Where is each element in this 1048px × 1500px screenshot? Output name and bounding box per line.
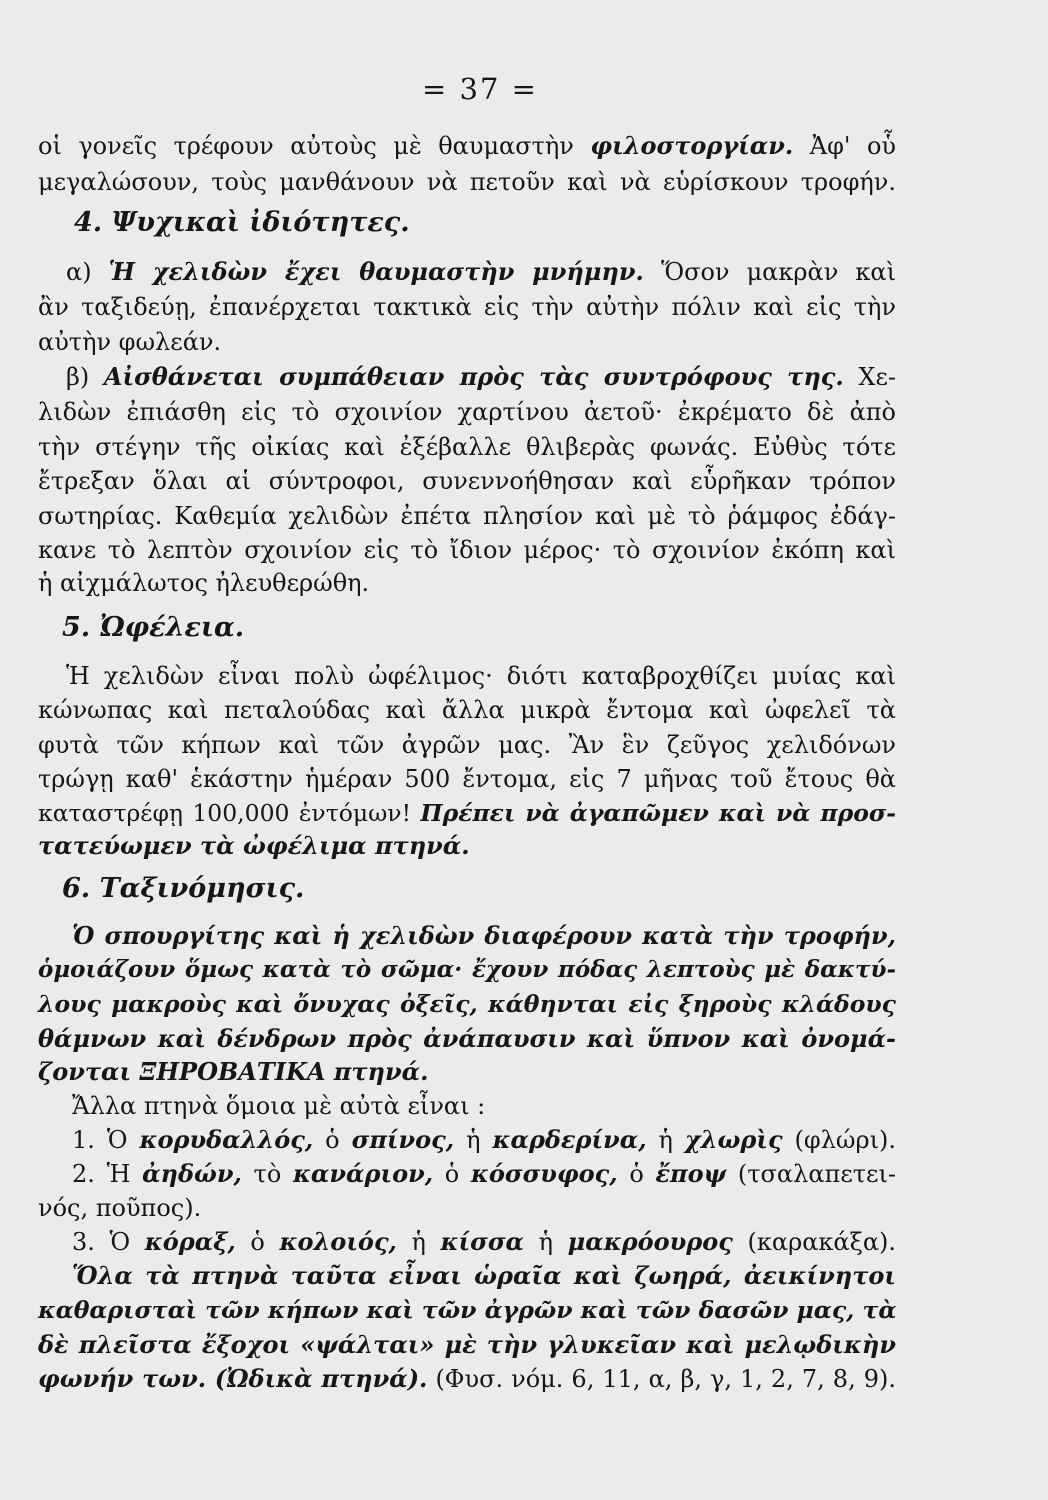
text-line: τατεύωμεν τὰ ὠφέλιμα πτηνά. <box>38 831 470 860</box>
text-span: β) <box>66 363 104 391</box>
text-line: φυτὰ τῶν κήπων καὶ τῶν ἀγρῶν μας. Ἂν ἓν ζεῦγος χελιδόνων <box>38 731 896 759</box>
bird-name: ἀηδών, <box>142 1159 242 1188</box>
bird-name: καρδερίνα, <box>492 1125 647 1154</box>
bold-term: Αἰσθάνεται συμπάθειαν πρὸς τὰς συντρόφους της. <box>103 362 844 391</box>
text-span: Ἀφ' οὗ <box>793 132 897 160</box>
bird-name: κολοιός, <box>279 1227 397 1256</box>
text-line: ὁμοιάζουν ὅμως κατὰ τὸ σῶμα· ἔχουν πόδας λεπτοὺς μὲ δακτύ- <box>38 956 896 983</box>
bird-name: χλωρὶς <box>684 1125 783 1154</box>
text-span: ὁ <box>433 1160 471 1188</box>
text-span: οἱ γονεῖς τρέφουν αὐτοὺς μὲ θαυμαστὴν <box>38 132 591 160</box>
list-item <box>38 1226 896 1258</box>
bird-name: κόραξ, <box>144 1227 236 1256</box>
text-line: θάμνων καὶ δένδρων πρὸς ἀνάπαυσιν καὶ ὕπνον καὶ ὀνομά- <box>38 1024 896 1053</box>
text-line: ἡ αἰχμάλωτος ἠλευθερώθη. <box>38 569 370 597</box>
text-line: ἔτρεξαν ὅλαι αἱ σύντροφοι, συνεννοήθησαν καὶ εὗρῆκαν τρόπον <box>38 467 896 495</box>
text-span: (τσαλαπετει- <box>726 1160 896 1188</box>
text-span: Χε- <box>843 363 896 391</box>
text-span: 2. Ἡ <box>72 1160 143 1188</box>
text-line <box>38 361 896 393</box>
text-span: Ὅλα τὰ πτηνὰ ταῦτα εἶναι ὡραῖα καὶ ζωηρά, ἀεικίνητοι <box>72 1261 896 1290</box>
bold-term: φιλοστοργίαν. <box>590 131 794 160</box>
text-span: (Φυσ. νόμ. 6, 11, α, β, γ, 1, 2, 7, 8, 9). <box>427 1365 897 1393</box>
text-span: Ἡ χελιδὼν εἶναι πολὺ ὠφέλιμος· διότι καταβροχθίζει μυίας καὶ <box>66 662 896 690</box>
text-line: λιδὼν ἐπιάσθη εἰς τὸ σχοινίον χαρτίνου ἀετοῦ· ἐκρέματο δὲ ἀπὸ <box>38 398 896 426</box>
text-span: ἡ <box>524 1228 568 1256</box>
text-span: ὁ <box>235 1228 280 1256</box>
text-span: ὁ <box>617 1160 656 1188</box>
bold-term: Ἡ χελιδὼν ἔχει θαυμαστὴν μνήμην. <box>108 257 644 286</box>
bird-name: σπίνος, <box>351 1125 455 1154</box>
text-line: τρώγῃ καθ' ἑκάστην ἡμέραν 500 ἔντομα, εἰς 7 μῆνας τοῦ ἔτους θὰ <box>38 765 896 793</box>
text-line: τὴν στέγην τῆς οἰκίας καὶ ἐξέβαλλε θλιβερὰς φωνάς. Εὐθὺς τότε <box>38 433 896 461</box>
text-span: (καρακάξα). <box>732 1228 897 1256</box>
text-line <box>38 1090 896 1122</box>
text-line <box>38 1363 896 1395</box>
text-span: ἡ <box>454 1126 493 1154</box>
bird-name: κόσσυφος, <box>470 1159 618 1188</box>
list-item <box>38 1124 896 1156</box>
text-line: δὲ πλεῖστα ἔξοχοι «ψάλται» μὲ τὴν γλυκεῖαν καὶ μελῳδικὴν <box>38 1330 896 1359</box>
section-heading-4: 4. Ψυχικαὶ ἰδιότητες. <box>74 207 410 238</box>
text-span: ὁ <box>313 1126 352 1154</box>
text-line: καθαρισταὶ τῶν κήπων καὶ τῶν ἀγρῶν καὶ τῶν δασῶν μας, τὰ <box>38 1296 897 1324</box>
text-line: νός, ποῦπος). <box>38 1194 202 1222</box>
text-line: αὐτὴν φωλεάν. <box>38 328 222 356</box>
text-line: λους μακροὺς καὶ ὄνυχας ὀξεῖς, κάθηνται εἰς ξηροὺς κλάδους <box>38 990 896 1018</box>
text-span: 1. Ὁ <box>72 1126 140 1154</box>
bird-name: κορυδαλλός, <box>139 1125 314 1154</box>
bird-name: ἔποψ <box>655 1159 727 1188</box>
text-line <box>38 130 896 162</box>
text-line <box>38 660 896 692</box>
text-span: ἡ <box>646 1126 685 1154</box>
text-span: Ὅσον μακρὰν καὶ <box>643 258 896 286</box>
list-item <box>38 1158 896 1190</box>
section-heading-6: 6. Ταξινόμησις. <box>62 873 305 904</box>
text-line <box>38 256 896 288</box>
page-number: = 37 = <box>422 72 538 106</box>
text-span: τὸ <box>241 1160 293 1188</box>
text-span: α) <box>66 258 109 286</box>
text-line <box>38 1260 896 1292</box>
bold-term: φωνήν των. (Ὠδικὰ πτηνά). <box>38 1364 428 1393</box>
bird-name: μακρόουρος <box>567 1227 733 1256</box>
text-span: Ὁ σπουργίτης καὶ ἡ χελιδὼν διαφέρουν κατὰ τὴν τροφήν, <box>72 921 896 950</box>
text-line: κανε τὸ λεπτὸν σχοινίον εἰς τὸ ἴδιον μέρος· τὸ σχοινίον ἐκόπη καὶ <box>38 536 896 564</box>
text-span: (φλώρι). <box>782 1126 897 1154</box>
text-line: κώνωπας καὶ πεταλούδας καὶ ἄλλα μικρὰ ἔντομα καὶ ὠφελεῖ τὰ <box>38 696 896 724</box>
text-line: ἂν ταξιδεύῃ, ἐπανέρχεται τακτικὰ εἰς τὴν αὐτὴν πόλιν καὶ εἰς τὴν <box>38 293 896 321</box>
bold-term: Πρέπει νὰ ἀγαπῶμεν καὶ νὰ προσ- <box>420 799 896 827</box>
section-heading-5: 5. Ὠφέλεια. <box>62 612 245 643</box>
text-span: Ἄλλα πτηνὰ ὅμοια μὲ αὐτὰ εἶναι : <box>72 1092 486 1120</box>
text-span: 3. Ὁ <box>72 1228 145 1256</box>
text-line: σωτηρίας. Καθεμία χελιδὼν ἐπέτα πλησίον καὶ μὲ τὸ ῥάμφος ἐδάγ- <box>38 502 896 530</box>
text-line <box>38 920 896 952</box>
bird-name: κίσσα <box>440 1227 525 1256</box>
text-span: ἡ <box>396 1228 441 1256</box>
bird-name: κανάριον, <box>292 1159 434 1188</box>
text-span: καταστρέφῃ 100,000 ἐντόμων! <box>38 799 421 827</box>
text-line: ζονται ΞΗΡΟΒΑΤΙΚΑ πτηνά. <box>38 1057 429 1086</box>
text-line: μεγαλώσουν, τοὺς μανθάνουν νὰ πετοῦν καὶ νὰ εὑρίσκουν τροφήν. <box>38 168 896 196</box>
text-line <box>38 797 896 829</box>
